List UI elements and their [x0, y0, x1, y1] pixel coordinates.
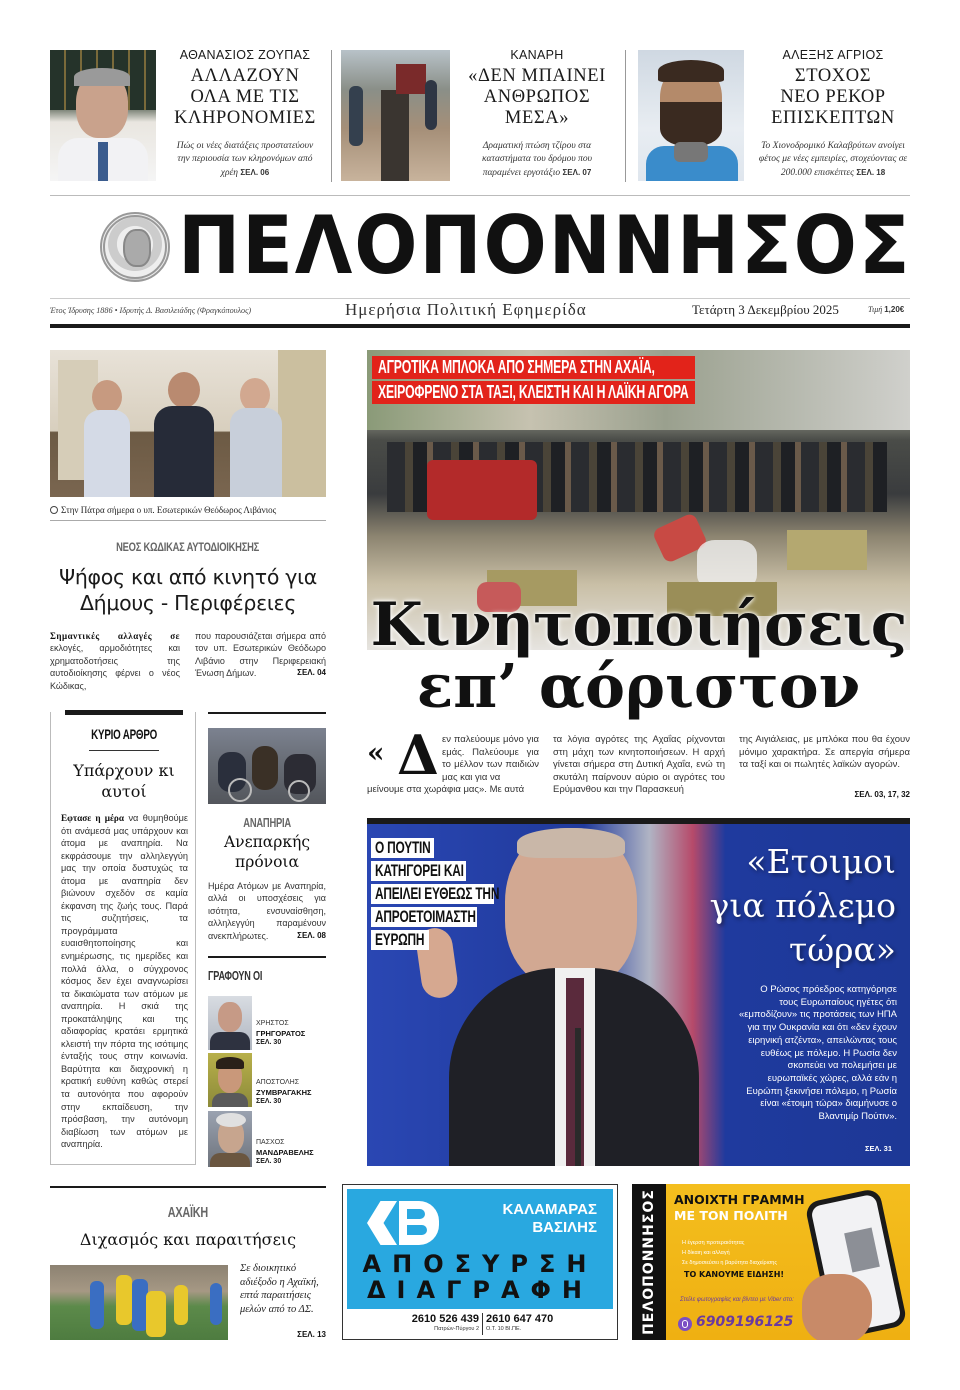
putin-subhead	[371, 838, 500, 953]
columnist-first: ΧΡΗΣΤΟΣ	[256, 1020, 289, 1027]
viber-icon	[678, 1317, 692, 1331]
subhead-line	[371, 930, 429, 950]
section-kicker	[208, 815, 326, 830]
page-ref: ΣΕΛ. 06	[240, 168, 270, 177]
title-line: «ΔΕΝ ΜΠΑΙΝΕΙ	[468, 66, 606, 86]
story-title[interactable]: Ψήφος και από κινητό για Δήμους - Περιφέρειες	[59, 565, 317, 615]
teaser-text	[170, 140, 320, 180]
teaser-text	[754, 140, 912, 180]
lead-bold: Σημαντικές αλλαγές σε	[50, 631, 180, 641]
teaser-kicker: ΚΑΝΑΡΗ	[510, 48, 564, 62]
logo-emblem-icon[interactable]	[100, 212, 170, 282]
editorial-title: Υπάρχουν κι αυτοί	[73, 761, 175, 801]
page-ref: ΣΕΛ. 30	[256, 1039, 282, 1046]
page-ref: ΣΕΛ. 07	[562, 168, 592, 177]
ad-title-1: ΑΝΟΙΧΤΗ ΓΡΑΜΜΗ	[674, 1192, 805, 1207]
top-bar	[367, 818, 910, 824]
ad-phone[interactable]: 6909196125	[696, 1314, 794, 1330]
teaser-body: Πώς οι νέες διατάξεις προστατεύουν την περιουσία των κληρονόμων από χρέη	[176, 141, 314, 178]
divider	[50, 1186, 326, 1188]
wheelchair-photo[interactable]	[208, 728, 326, 804]
ad-bullets	[682, 1238, 812, 1268]
teaser-body: Δραματική πτώση τζίρου στα καταστήματα του δρόμου που παραμένει εργοτάξιο	[482, 141, 592, 178]
columnist-last: ΓΡΗΓΟΡΑΤΟΣ	[256, 1029, 306, 1038]
ad-cta: ΤΟ ΚΑΝΟΥΜΕ ΕΙΔΗΣΗ!	[684, 1270, 785, 1279]
headline-line: «Ετοιμοι	[746, 842, 896, 881]
service-line: ΔΙΑΓΡΑΦΗ	[366, 1276, 594, 1304]
page-ref: ΣΕΛ. 13	[297, 1330, 326, 1339]
headline-line: Κινητοποιήσεις	[370, 590, 907, 660]
subhead-line	[371, 838, 434, 858]
columnist-last: ΜΑΝΔΡΑΒΕΛΗΣ	[256, 1148, 314, 1157]
page-ref: ΣΕΛ. 18	[856, 168, 886, 177]
page-ref: ΣΕΛ. 31	[864, 1144, 892, 1153]
subhead-text: ΑΠΡΟΕΤΟΙΜΑΣΤΗ	[375, 907, 476, 926]
col-text: εκλογές, αρμοδιότητες και χρηματοδοτήσεις της αυτοδιοίκησης φέρνει ο νέος Κώδικας,	[50, 643, 180, 691]
columnist-first: ΑΠΟΣΤΟΛΗΣ	[256, 1079, 300, 1086]
teaser-title	[758, 66, 908, 129]
teaser-photo-agrios[interactable]	[638, 50, 744, 181]
founding-info: Έτος Ίδρυσης 1886 • Ιδρυτής Δ. Βασιλειάδης (Φραγκόπουλος)	[50, 306, 252, 315]
avatar	[208, 996, 252, 1050]
ad-kalamaras[interactable]	[342, 1184, 618, 1340]
phone-2[interactable]: 2610 647 470	[486, 1313, 554, 1325]
service-line: ΑΠΟΣΥΡΣΗ	[362, 1250, 598, 1278]
price-value: 1,20€	[884, 305, 905, 314]
title-line: ΕΠΙΣΚΕΠΤΩΝ	[771, 108, 895, 128]
teaser-kicker: ΑΘΑΝΑΣΙΟΣ ΖΟΥΠΑΣ	[179, 48, 311, 62]
subhead-line	[371, 861, 466, 881]
name-line: ΒΑΣΙΛΗΣ	[532, 1219, 597, 1236]
bullet: Σε δημοσιεύσει η βαρύτητα διαχείρισης	[682, 1260, 777, 1266]
banner-text: ΧΕΙΡΟΦΡΕΝΟ ΣΤΑ ΤΑΞΙ, ΚΛΕΙΣΤΗ ΚΑΙ Η ΛΑΪΚΗ ΑΓΟΡΑ	[378, 382, 689, 402]
lead-col-2: τα λόγια αγρότες της Αχαΐας ρίχνονται στη μάχη των κινητοποιήσεων. Η αρχή γίνεται σήμερα στη Δυτική Αχαΐα, ενώ τη σκυτάλη παίρνουν αύριο οι αγρότες του Ερύμανθου και την Παρασκευή	[553, 734, 725, 796]
divider	[208, 956, 326, 958]
story-text: Σε διοικητικό αδιέξοδο η Αχαϊκή, επτά παραιτήσεις μελών από το ΔΣ.	[240, 1263, 319, 1315]
editorial-body: να θυμηθούμε ότι ανάμεσά μας υπάρχουν και άτομα με αναπηρία. Να εκφράσουμε την αλληλεγγύη μας την οποία δυστυχώς τα άτομα με αναπηρία δεν βιώνουν σχεδόν σε καμία έκφανση της ζωής τους. Παρά τις συζητήσεις, τα προγράμματα ευαισθητοποίησης και ενημέρωσης, τις ημερίδες και πολλά άλλα, ο σύγχρονος κόσμος δεν έχει αναγνωρίσει τα δικαιώματα των ατόμων με αναπηρία. Η σκιά της προκατάληψης και της αδιαφορίας κρατάει ερμητικά κλειστή την πόρτα της ισότιμης ένταξής τους στην κοινωνία. Βαρύτητα και διαχρονική η κρατική ευθύνη καθώς στερεί τα αυτονόητα που αφορούν στην εκπαίδευση, την πρόσβαση, την αυτόνομη διαβίωση των ατόμων με αναπηρία.	[61, 813, 188, 1150]
columnist-first: ΠΑΣΧΟΣ	[256, 1139, 285, 1146]
masthead-title[interactable]: ΠΕΛΟΠΟΝΝΗΣΟΣ	[178, 199, 912, 292]
heading-text: ΓΡΑΦΟΥΝ ΟΙ	[208, 968, 263, 983]
divider	[50, 298, 910, 299]
page-ref: ΣΕΛ. 03, 17, 32	[854, 790, 910, 799]
lead-banner	[372, 356, 695, 404]
editorial-box[interactable]	[50, 712, 196, 1165]
caption-text: Στην Πάτρα σήμερα ο υπ. Εσωτερικών Θεόδωρος Λιβάνιος	[61, 505, 277, 515]
story-col-1	[50, 630, 180, 692]
address-2: Ο.Τ. 10 ΒΙ.ΠΕ.	[486, 1326, 522, 1332]
tagline: Ημερήσια Πολιτική Εφημερίδα	[345, 300, 587, 319]
subhead-text: Ο ΠΟΥΤΙΝ	[375, 838, 431, 857]
ad-name	[473, 1201, 597, 1237]
title-line: ΚΛΗΡΟΝΟΜΙΕΣ	[174, 108, 316, 128]
banner-line	[372, 356, 695, 379]
teaser-photo-zoupas[interactable]	[50, 50, 156, 181]
col-text: εν παλεύουμε μόνο για εμάς. Παλεύουμε για το μέλλον των παιδιών μας και για να	[442, 734, 539, 783]
divider	[50, 195, 910, 196]
ad-title-2: ΜΕ ΤΟΝ ΠΟΛΙΤΗ	[674, 1208, 788, 1223]
name-line: ΚΑΛΑΜΑΡΑΣ	[502, 1201, 597, 1218]
ad-send: Στείλε φωτογραφίες και βίντεο με Viber στο:	[680, 1297, 794, 1303]
headline-line: τώρα»	[788, 930, 896, 969]
title-line: ΝΕΟ ΡΕΚΟΡ	[780, 87, 886, 107]
page-ref: ΣΕΛ. 08	[297, 930, 326, 940]
bullet: Η έγερση προτεραιότητας	[682, 1240, 745, 1246]
headline-line: επ’ αόριστον	[416, 652, 861, 722]
columnist-mandravelis[interactable]	[208, 1111, 326, 1167]
title-line: ΜΕΣΑ»	[504, 108, 570, 128]
putin-story[interactable]	[367, 818, 910, 1166]
phone-1[interactable]: 2610 526 439	[411, 1313, 479, 1325]
columnists-heading	[208, 968, 285, 984]
story-col-2	[195, 630, 326, 680]
subhead-text: ΑΠΕΙΛΕΙ ΕΥΘΕΩΣ ΤΗΝ	[375, 884, 500, 903]
banner-line	[372, 381, 695, 404]
divider	[50, 520, 326, 521]
price-label: Τιμή	[868, 305, 883, 314]
editorial-text	[61, 812, 188, 1151]
football-photo[interactable]	[50, 1265, 228, 1340]
subhead-text: ΚΑΤΗΓΟΡΕΙ ΚΑΙ	[375, 861, 464, 880]
teaser-body: Το Χιονοδρομικό Καλαβρύτων ανοίγει φέτος με νέες εμπειρίες, στοχεύοντας σε 200.000 επισκέπτες	[758, 141, 908, 178]
title-line: ΣΤΟΧΟΣ	[794, 66, 872, 86]
page-ref: ΣΕΛ. 04	[297, 668, 326, 678]
story-text	[208, 880, 326, 942]
title-line: ΑΝΘΡΩΠΟΣ	[483, 87, 591, 107]
subhead-line	[371, 884, 500, 904]
kicker-text: ΑΝΑΠΗΡΙΑ	[243, 815, 291, 830]
headline-line: για πόλεμο	[709, 886, 896, 925]
kicker-text: ΑΧΑΪΚΗ	[167, 1204, 209, 1221]
page-ref: ΣΕΛ. 30	[256, 1158, 282, 1165]
columnist-zymvragakis[interactable]	[208, 1053, 326, 1107]
putin-text: Ο Ρώσος πρόεδρος κατηγόρησε τους Ευρωπαίους ηγέτες ότι «εμποδίζουν» τις προτάσεις των ΗΠΑ για την Ουκρανία και ότι «δεν έχουν ειρηνική ατζέντα», απειλώντας τους ευθέως με πόλεμο. Η Ρωσία δεν σκοπεύει να πολεμήσει με ευρωπαϊκές χώρες, αλλά εάν η Ευρώπη ξεκινήσει πόλεμο, η Ρωσία είναι «έτοιμη τώρα» διαμήνυσε ο Βλαντιμίρ Πούτιν».	[739, 984, 898, 1123]
story-body: Ημέρα Ατόμων με Αναπηρία, αλλά οι υποσχέσεις για ισότητα, ενσυναίσθηση, αλληλεγγύη παραμένουν ανεκπλήρωτες.	[208, 881, 326, 941]
banner-text: ΑΓΡΟΤΙΚΑ ΜΠΛΟΚΑ ΑΠΟ ΣΗΜΕΡΑ ΣΤΗΝ ΑΧΑΪΑ,	[378, 357, 655, 377]
divider	[482, 1313, 483, 1335]
photo-caption	[50, 505, 276, 515]
columnist-last: ΖΥΜΒΡΑΓΑΚΗΣ	[256, 1088, 312, 1097]
teaser-2[interactable]	[462, 48, 612, 180]
avatar	[208, 1111, 252, 1167]
teaser-title	[170, 66, 320, 129]
masthead-rule	[50, 324, 910, 328]
kicker-text: ΝΕΟΣ ΚΩΔΙΚΑΣ ΑΥΤΟΔΙΟΙΚΗΣΗΣ	[116, 540, 260, 554]
teaser-3[interactable]	[758, 48, 908, 180]
col-text: που παρουσιάζεται σήμερα από τον υπ. Εσωτερικών Θεόδωρο Λιβάνιο στην Περιφερειακή Ένωση Δήμων.	[195, 631, 326, 679]
subhead-line	[371, 907, 477, 927]
divider	[89, 750, 159, 751]
avatar	[208, 1053, 252, 1107]
teaser-1[interactable]	[170, 48, 320, 180]
vertical-brand: ΠΕΛΟΠΟΝΝΗΣΟΣ	[641, 1189, 657, 1335]
divider	[625, 50, 626, 182]
dropcap: Δ	[397, 723, 439, 787]
ad-viber-line[interactable]	[632, 1184, 910, 1340]
teaser-text	[462, 140, 612, 180]
camera-icon	[50, 506, 58, 514]
story-title: Ανεπαρκής πρόνοια	[223, 833, 311, 871]
title-line: ΟΛΑ ΜΕ ΤΙΣ	[190, 87, 300, 107]
address-1: Πατρών-Πύργου 2	[434, 1326, 479, 1332]
quote-mark: «	[367, 736, 385, 769]
teaser-title	[462, 66, 612, 129]
columnist-grigoratos[interactable]	[208, 996, 326, 1050]
col-text: μείνουμε στα χωράφια μας». Με αυτά	[367, 784, 525, 796]
livanios-photo[interactable]	[50, 350, 326, 497]
kicker-text: ΚΥΡΙΟ ΑΡΘΡΟ	[91, 726, 157, 742]
teaser-photo-kanari[interactable]	[341, 50, 450, 181]
lead-col-3: της Αιγιάλειας, με μπλόκα που θα έχουν μόνιμο χαρακτήρα. Σε απεργία σήμερα τα ταξί και οι πωλητές λαϊκών αγορών.	[739, 734, 910, 771]
teaser-kicker: ΑΛΕΞΗΣ ΑΓΡΙΟΣ	[782, 48, 884, 62]
story-title: Διχασμός και παραιτήσεις	[79, 1230, 297, 1249]
bullet: Η δίκαιη και αλλαγή	[682, 1250, 730, 1256]
price	[868, 305, 904, 314]
divider	[208, 712, 326, 714]
editorial-top-bar	[65, 710, 183, 715]
putin-headline[interactable]	[676, 840, 896, 972]
title-line: ΑΛΛΑΖΟΥΝ	[190, 66, 300, 86]
issue-date: Τετάρτη 3 Δεκεμβρίου 2025	[692, 302, 839, 317]
section-kicker	[50, 540, 326, 554]
ad-contacts	[343, 1313, 617, 1339]
page-ref: ΣΕΛ. 30	[256, 1098, 282, 1105]
ad-service	[349, 1251, 611, 1303]
section-kicker	[50, 1204, 326, 1221]
divider	[331, 50, 332, 182]
lead-col-1	[367, 723, 539, 797]
lead-bold: Εφτασε η μέρα	[61, 813, 124, 823]
lead-headline[interactable]	[367, 590, 910, 722]
editorial-kicker	[51, 726, 197, 743]
subhead-text: ΕΥΡΩΠΗ	[375, 930, 425, 949]
